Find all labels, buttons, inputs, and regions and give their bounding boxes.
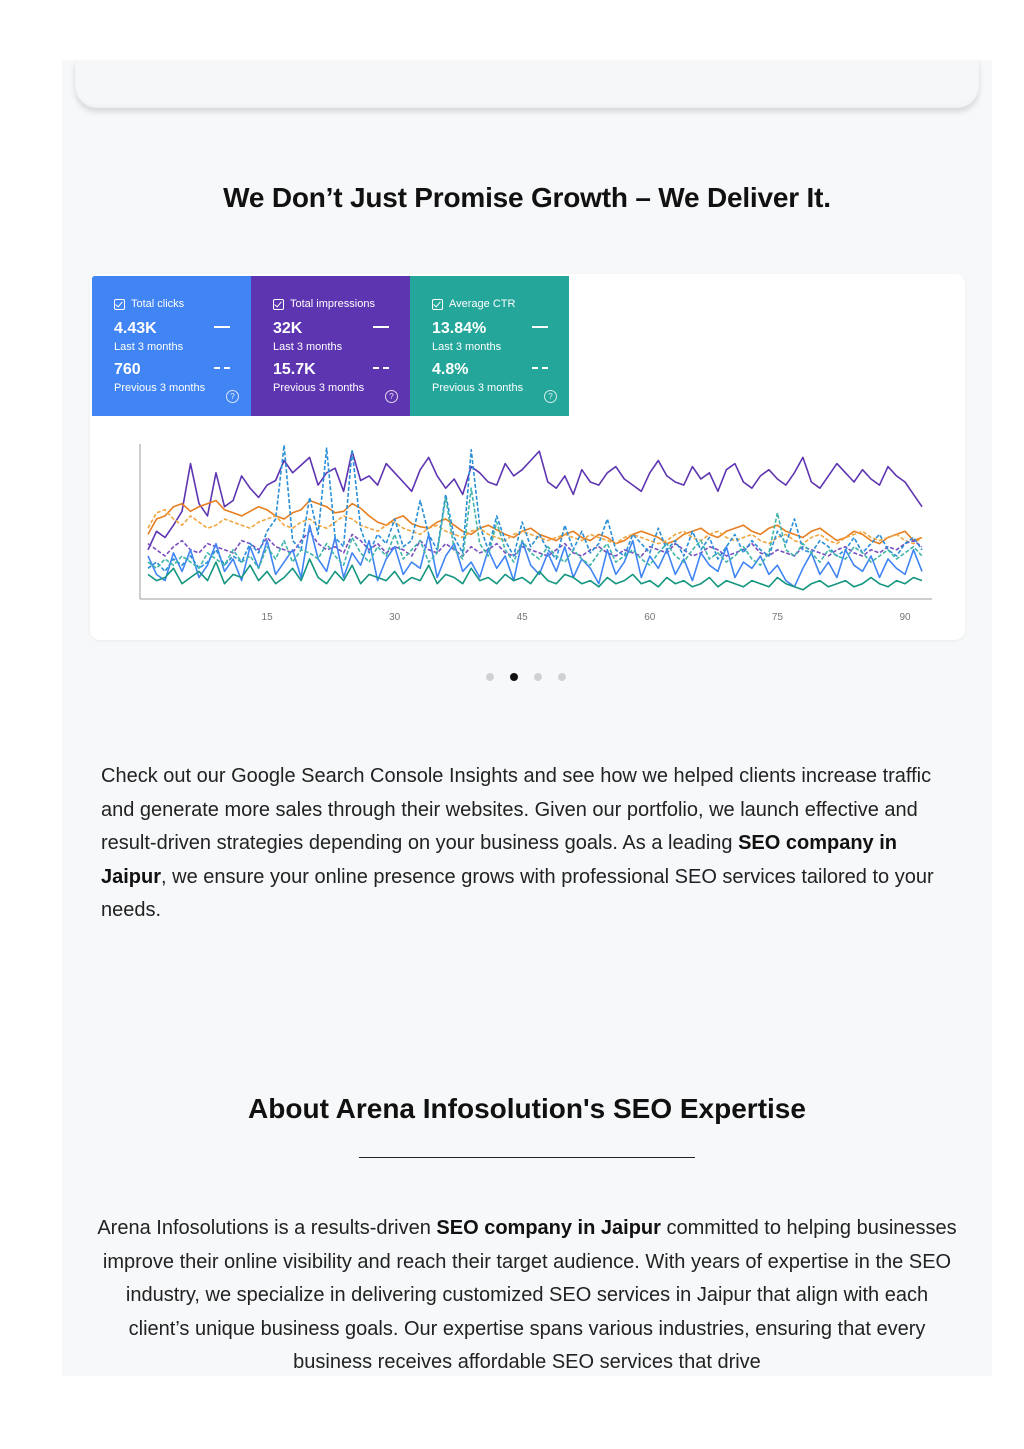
metric-previous-value: 4.8% [432,361,469,378]
previous-section-card [75,60,979,108]
series-line-2 [148,501,922,544]
metric-previous-period: Previous 3 months [273,382,365,394]
about-text-start: Arena Infosolutions is a results-driven [97,1217,437,1239]
about-paragraph [97,1212,957,1376]
metric-label: Total impressions [290,298,375,310]
heading-divider [359,1157,695,1158]
metric-current-period: Last 3 months [273,341,343,353]
search-console-slide[interactable] [90,274,965,640]
intro-paragraph [101,760,951,928]
metric-current-period: Last 3 months [432,341,502,353]
metric-current-value: 32K [273,320,303,337]
x-tick-label: 75 [771,612,783,623]
x-tick-label: 60 [644,612,656,623]
metric-current-period: Last 3 months [114,341,184,353]
metric-previous-value: 15.7K [273,361,316,378]
x-tick-label: 30 [389,612,401,623]
metric-previous-period: Previous 3 months [432,382,524,394]
performance-line-chart [90,274,965,640]
chart-series-group [148,445,922,590]
content-panel [62,60,992,1376]
metric-current-value: 13.84% [432,320,487,337]
carousel-dot-4[interactable] [558,673,566,681]
series-line-3 [148,510,922,544]
carousel-dot-3[interactable] [534,673,542,681]
about-text-end: committed to helping businesses improve their online visibility and reach their target audience. With years of expertise in the SEO industry, we specialize in delivering customized SEO services in Jaipur that align with each client’s unique business goals. Our expertise spans various industries, ensuring that every business receives affordable SEO services that drive [102,1217,957,1374]
metric-previous-period: Previous 3 months [114,382,206,394]
x-tick-label: 15 [261,612,273,623]
help-icon[interactable]: ? [544,390,557,403]
help-icon[interactable]: ? [385,390,398,403]
intro-text-start: Check out our Google Search Console Insights and see how we helped clients increase traffic and generate more sales through their websites. Given our portfolio, we launch effective and result-driven strategies depending on your business goals. As a leading [101,765,932,855]
seo-company-link-text: SEO company in Jaipur [101,832,897,888]
carousel-dot-1[interactable] [486,673,494,681]
metric-previous-value: 760 [114,361,141,378]
carousel-dot-2[interactable] [510,673,518,681]
metric-label: Average CTR [449,298,516,310]
x-tick-labels [262,612,911,623]
seo-company-bold-text: SEO company in Jaipur [436,1217,661,1239]
metric-current-value: 4.43K [114,320,157,337]
about-heading: About Arena Infosolution's SEO Expertise [248,1093,806,1124]
x-tick-label: 45 [516,612,528,623]
help-icon[interactable]: ? [226,390,239,403]
x-tick-label: 90 [899,612,911,623]
intro-text-end: , we ensure your online presence grows with professional SEO services tailored to your needs. [101,865,934,922]
growth-heading: We Don’t Just Promise Growth – We Deliver It. [223,182,831,213]
series-line-8 [148,488,922,568]
metric-label: Total clicks [131,298,185,310]
